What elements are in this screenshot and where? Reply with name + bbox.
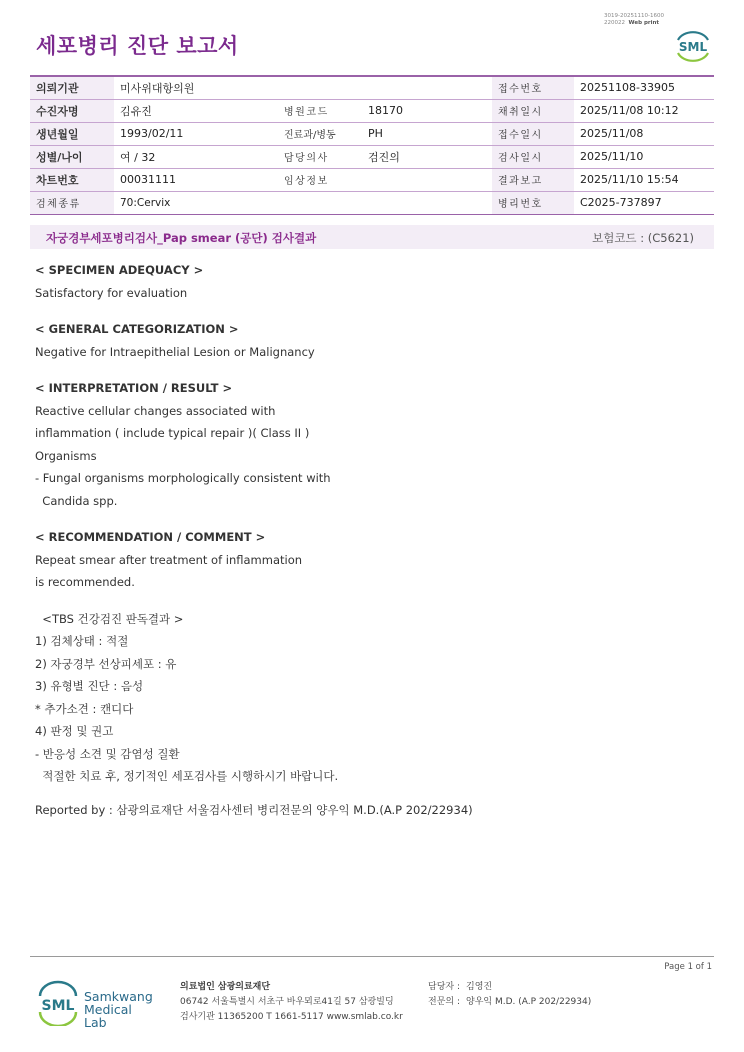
value-receipt-datetime: 2025/11/08: [574, 122, 714, 145]
table-row: [30, 168, 714, 191]
label-result-report: 결과보고: [492, 168, 574, 191]
table-row: [30, 145, 714, 168]
value-requesting-institution: 미사위대항의원: [114, 76, 492, 99]
label-sex-age: 성별/나이: [30, 145, 114, 168]
value-pathology-number: C2025-737897: [574, 191, 714, 214]
interpretation-heading: < INTERPRETATION / RESULT >: [35, 381, 233, 395]
label-chart-number: 차트번호: [30, 168, 114, 191]
sml-footer-logo-icon: [36, 980, 80, 1026]
result-section-header: [30, 225, 714, 249]
page-number: Page 1 of 1: [664, 962, 712, 972]
value-receipt-number: 20251108-33905: [574, 76, 714, 99]
label-receipt-number: 접수번호: [492, 76, 574, 99]
label-hospital-code: 병원코드: [278, 99, 362, 122]
label-clinical-info: 임상정보: [278, 168, 362, 191]
staff-label: 담당자 :: [428, 982, 460, 992]
tbs-line: 적절한 치료 후, 정기적인 세포검사를 시행하시기 바랍니다.: [35, 769, 339, 783]
reported-by: Reported by : 삼광의료재단 서울검사센터 병리전문의 양우익 M.D.(A.P 202/22934): [35, 803, 473, 817]
org-contact: 검사기관 11365200 T 1661-5117 www.smlab.co.kr: [180, 1012, 403, 1022]
table-row: [30, 76, 714, 99]
value-test-datetime: 2025/11/10: [574, 145, 714, 168]
org-address: 06742 서울특별시 서초구 바우뫼로41길 57 삼광빌딩: [180, 997, 394, 1007]
footer-organization: [180, 980, 403, 1025]
org-name: 의료법인 삼광의료재단: [180, 982, 271, 992]
value-collection-datetime: 2025/11/08 10:12: [574, 99, 714, 122]
sml-footer-logo-text: SML: [41, 998, 75, 1014]
label-collection-datetime: 채취일시: [492, 99, 574, 122]
value-department: PH: [362, 122, 492, 145]
print-num: 220022: [604, 20, 625, 26]
general-categorization-heading: < GENERAL CATEGORIZATION >: [35, 322, 239, 336]
tbs-line: * 추가소견 : 캔디다: [35, 701, 134, 716]
value-chart-number: 00031111: [114, 168, 278, 191]
table-row: [30, 122, 714, 145]
specialist-label: 전문의 :: [428, 997, 460, 1007]
value-patient-name: 김유진: [114, 99, 278, 122]
label-department: 진료과/병동: [278, 122, 362, 145]
label-pathology-number: 병리번호: [492, 191, 574, 214]
label-receipt-datetime: 접수일시: [492, 122, 574, 145]
sml-logo-text: SML: [678, 40, 708, 54]
recommendation-line: is recommended.: [35, 575, 135, 589]
report-body: [35, 259, 695, 788]
value-clinical-info: [362, 168, 492, 191]
label-birth-date: 생년월일: [30, 122, 114, 145]
staff-name: 김영진: [466, 982, 493, 992]
insurance-code: 보험코드 : (C5621): [592, 231, 694, 245]
interpretation-line: inflammation ( include typical repair )( Class II ): [35, 426, 310, 440]
recommendation-heading: < RECOMMENDATION / COMMENT >: [35, 530, 266, 544]
interpretation-line: Candida spp.: [35, 493, 118, 508]
value-hospital-code: 18170: [362, 99, 492, 122]
label-physician: 담당의사: [278, 145, 362, 168]
print-code: 3019-20251110-1600: [604, 13, 664, 19]
value-result-report: 2025/11/10 15:54: [574, 168, 714, 191]
value-birth-date: 1993/02/11: [114, 122, 278, 145]
footer-brand-name: [84, 990, 156, 1029]
value-sex-age: 여 / 32: [114, 145, 278, 168]
value-specimen-type: 70:Cervix: [114, 191, 492, 214]
tbs-heading: <TBS 건강검진 판독결과 >: [35, 611, 184, 626]
specimen-adequacy-heading: < SPECIMEN ADEQUACY >: [35, 263, 204, 277]
tbs-line: 2) 자궁경부 선상피세포 : 유: [35, 656, 177, 671]
web-print-label: Web print: [628, 20, 660, 26]
table-row: [30, 191, 714, 214]
specialist-name: 양우익 M.D. (A.P 202/22934): [466, 997, 592, 1007]
label-patient-name: 수진자명: [30, 99, 114, 122]
table-row: [30, 99, 714, 122]
patient-info-table: [30, 75, 714, 215]
specimen-adequacy-text: Satisfactory for evaluation: [35, 285, 188, 300]
brand-line-1: Samkwang: [84, 989, 153, 1004]
footer-logo: [36, 980, 156, 1030]
value-physician: 검진의: [362, 145, 492, 168]
label-test-datetime: 검사일시: [492, 145, 574, 168]
recommendation-line: Repeat smear after treatment of inflammation: [35, 552, 303, 567]
interpretation-line: Reactive cellular changes associated with: [35, 403, 276, 418]
interpretation-line: - Fungal organisms morphologically consistent with: [35, 471, 331, 485]
interpretation-line: Organisms: [35, 448, 97, 463]
sml-logo-icon: [672, 27, 714, 63]
page-title: 세포병리 진단 보고서: [36, 34, 239, 58]
tbs-line: 1) 검체상태 : 적절: [35, 634, 129, 648]
label-specimen-type: 검체종류: [30, 191, 114, 214]
tbs-line: 3) 유형별 진단 : 음성: [35, 679, 144, 693]
label-requesting-institution: 의뢰기관: [30, 76, 114, 99]
footer-staff: [428, 980, 591, 1010]
result-section-title: 자궁경부세포병리검사_Pap smear (공단) 검사결과: [46, 231, 317, 245]
general-categorization-text: Negative for Intraepithelial Lesion or Malignancy: [35, 344, 315, 359]
tbs-line: 4) 판정 및 권고: [35, 724, 114, 738]
print-meta: [604, 13, 664, 27]
tbs-line: - 반응성 소견 및 감염성 질환: [35, 746, 180, 761]
footer-divider: [30, 956, 714, 957]
brand-line-2: Medical Lab: [84, 1002, 132, 1030]
